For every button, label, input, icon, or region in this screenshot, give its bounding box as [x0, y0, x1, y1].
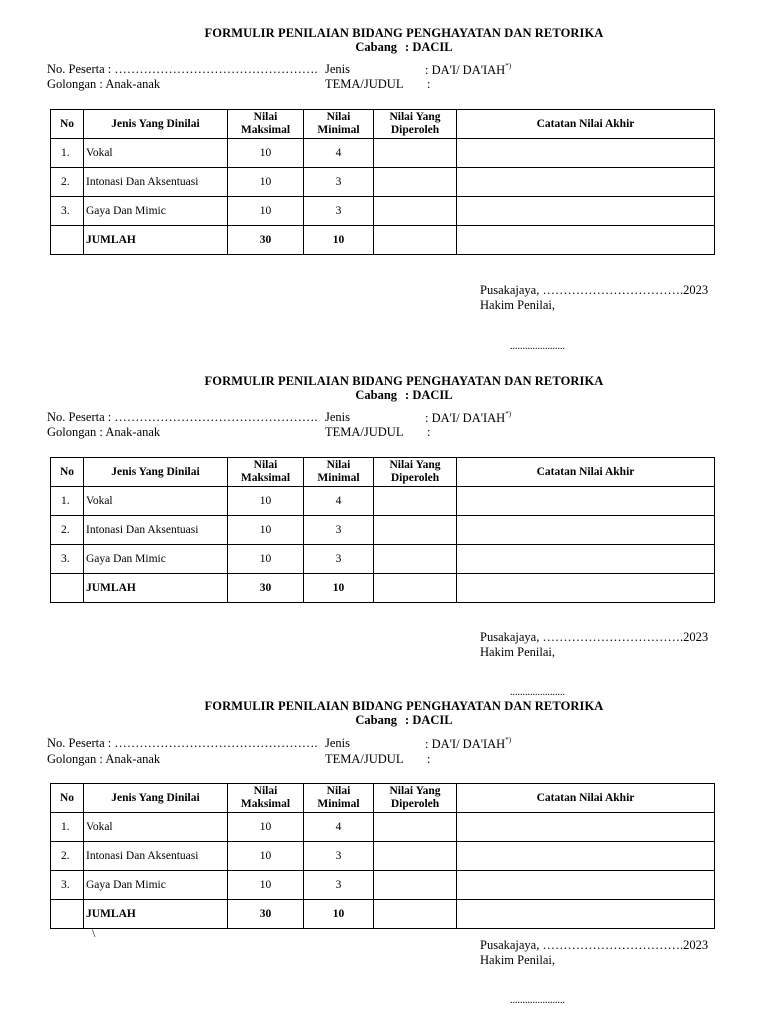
header-max-line1: Nilai: [253, 785, 278, 797]
header-no: No: [51, 110, 84, 139]
signature-block: [480, 283, 708, 313]
header-max: [228, 784, 304, 813]
form-title: FORMULIR PENILAIAN BIDANG PENGHAYATAN DAN RETORIKA: [204, 699, 604, 713]
row-min: 4: [304, 487, 374, 516]
total-diperoleh-cell[interactable]: [374, 226, 457, 255]
total-label: JUMLAH: [84, 900, 228, 929]
jenis-footnote: *): [505, 736, 512, 744]
header-diperoleh: [374, 110, 457, 139]
row-jenis: Gaya Dan Mimic: [84, 197, 228, 226]
table-row: [51, 813, 715, 842]
no-peserta-field: No. Peserta : ………………………………………….: [47, 410, 318, 424]
header-min-line2: Minimal: [317, 124, 360, 136]
golongan-field: Golongan : Anak-anak: [47, 752, 161, 766]
header-min: [304, 458, 374, 487]
jenis-label: Jenis: [325, 736, 350, 750]
row-max: 10: [228, 545, 304, 574]
table-row: [51, 139, 715, 168]
row-diperoleh-cell[interactable]: [374, 168, 457, 197]
total-no-cell: [51, 900, 84, 929]
row-max: 10: [228, 813, 304, 842]
row-jenis: Intonasi Dan Aksentuasi: [84, 516, 228, 545]
row-diperoleh-cell[interactable]: [374, 842, 457, 871]
row-no: 2.: [51, 842, 84, 871]
row-diperoleh-cell[interactable]: [374, 516, 457, 545]
cabang-value: : DACIL: [405, 388, 453, 402]
hakim-label: Hakim Penilai,: [480, 298, 555, 312]
row-catatan-cell[interactable]: [457, 842, 715, 871]
row-min: 4: [304, 813, 374, 842]
cabang-value: : DACIL: [405, 40, 453, 54]
table-total-row: [51, 900, 715, 929]
header-min: [304, 110, 374, 139]
table-header-row: [51, 110, 715, 139]
jenis-value-text: : DA'I/ DA'IAH: [425, 737, 506, 751]
tema-value: :: [427, 752, 431, 766]
row-diperoleh-cell[interactable]: [374, 545, 457, 574]
row-diperoleh-cell[interactable]: [374, 487, 457, 516]
place-date: Pusakajaya, …………………………….2023: [480, 938, 709, 952]
header-catatan: Catatan Nilai Akhir: [457, 784, 715, 813]
tema-label: TEMA/JUDUL: [325, 752, 404, 766]
row-catatan-cell[interactable]: [457, 545, 715, 574]
total-no-cell: [51, 574, 84, 603]
header-jenis: Jenis Yang Dinilai: [84, 110, 228, 139]
score-table: [50, 783, 715, 929]
header-min-line1: Nilai: [326, 785, 351, 797]
total-diperoleh-cell[interactable]: [374, 574, 457, 603]
row-min: 3: [304, 545, 374, 574]
header-min: [304, 784, 374, 813]
row-no: 3.: [51, 545, 84, 574]
total-min: 10: [304, 226, 374, 255]
row-no: 1.: [51, 139, 84, 168]
no-peserta-field: No. Peserta : ………………………………………….: [47, 736, 318, 750]
tema-label: TEMA/JUDUL: [325, 425, 404, 439]
row-min: 3: [304, 842, 374, 871]
header-max-line2: Maksimal: [240, 124, 291, 136]
jenis-value-text: : DA'I/ DA'IAH: [425, 411, 506, 425]
jenis-value: [425, 62, 511, 78]
form-subtitle: [0, 388, 768, 403]
row-no: 3.: [51, 197, 84, 226]
row-max: 10: [228, 197, 304, 226]
row-catatan-cell[interactable]: [457, 871, 715, 900]
total-label: JUMLAH: [84, 574, 228, 603]
total-min: 10: [304, 574, 374, 603]
signature-block: [480, 630, 708, 660]
no-peserta-field: No. Peserta : ………………………………………….: [47, 62, 318, 76]
table-total-row: [51, 574, 715, 603]
golongan-field: Golongan : Anak-anak: [47, 77, 161, 91]
cabang-label: Cabang: [355, 40, 398, 54]
header-min-line2: Minimal: [317, 798, 360, 810]
signature-line: ......................: [510, 995, 565, 1006]
total-catatan-cell[interactable]: [457, 226, 715, 255]
tema-value: :: [427, 77, 431, 91]
row-min: 4: [304, 139, 374, 168]
cabang-value: : DACIL: [405, 713, 453, 727]
header-max-line1: Nilai: [253, 459, 278, 471]
header-dip-line2: Diperoleh: [390, 472, 440, 484]
signature-line: ......................: [510, 687, 565, 698]
jenis-value-text: : DA'I/ DA'IAH: [425, 63, 506, 77]
table-row: [51, 842, 715, 871]
header-dip-line2: Diperoleh: [390, 798, 440, 810]
row-jenis: Intonasi Dan Aksentuasi: [84, 842, 228, 871]
place-date: Pusakajaya, …………………………….2023: [480, 283, 709, 297]
row-catatan-cell[interactable]: [457, 168, 715, 197]
header-no: No: [51, 458, 84, 487]
row-diperoleh-cell[interactable]: [374, 197, 457, 226]
signature-block: [480, 938, 708, 968]
form-subtitle: [0, 40, 768, 55]
row-min: 3: [304, 516, 374, 545]
score-table: [50, 109, 715, 255]
row-catatan-cell[interactable]: [457, 516, 715, 545]
table-row: [51, 516, 715, 545]
total-catatan-cell[interactable]: [457, 900, 715, 929]
row-catatan-cell[interactable]: [457, 813, 715, 842]
golongan-field: Golongan : Anak-anak: [47, 425, 161, 439]
header-no: No: [51, 784, 84, 813]
row-no: 2.: [51, 168, 84, 197]
jenis-footnote: *): [505, 410, 512, 418]
row-max: 10: [228, 871, 304, 900]
hakim-label: Hakim Penilai,: [480, 953, 555, 967]
form-title: FORMULIR PENILAIAN BIDANG PENGHAYATAN DAN RETORIKA: [204, 26, 604, 40]
row-jenis: Vokal: [84, 813, 228, 842]
row-no: 3.: [51, 871, 84, 900]
row-diperoleh-cell[interactable]: [374, 813, 457, 842]
header-dip-line1: Nilai Yang: [389, 785, 441, 797]
row-no: 2.: [51, 516, 84, 545]
row-jenis: Vokal: [84, 139, 228, 168]
row-jenis: Vokal: [84, 487, 228, 516]
form-title: FORMULIR PENILAIAN BIDANG PENGHAYATAN DAN RETORIKA: [204, 374, 604, 388]
header-diperoleh: [374, 784, 457, 813]
row-min: 3: [304, 168, 374, 197]
place-date: Pusakajaya, …………………………….2023: [480, 630, 709, 644]
row-jenis: Gaya Dan Mimic: [84, 871, 228, 900]
score-table: [50, 457, 715, 603]
header-max-line2: Maksimal: [240, 798, 291, 810]
header-catatan: Catatan Nilai Akhir: [457, 110, 715, 139]
table-row: [51, 197, 715, 226]
header-max-line1: Nilai: [253, 111, 278, 123]
total-diperoleh-cell[interactable]: [374, 900, 457, 929]
row-diperoleh-cell[interactable]: [374, 871, 457, 900]
row-max: 10: [228, 168, 304, 197]
total-label: JUMLAH: [84, 226, 228, 255]
row-jenis: Gaya Dan Mimic: [84, 545, 228, 574]
table-row: [51, 487, 715, 516]
row-max: 10: [228, 487, 304, 516]
row-min: 3: [304, 197, 374, 226]
row-catatan-cell[interactable]: [457, 487, 715, 516]
row-catatan-cell[interactable]: [457, 197, 715, 226]
signature-line: ......................: [510, 341, 565, 352]
row-no: 1.: [51, 487, 84, 516]
header-min-line1: Nilai: [326, 111, 351, 123]
stray-backslash: \: [92, 926, 96, 940]
table-header-row: [51, 458, 715, 487]
header-min-line1: Nilai: [326, 459, 351, 471]
table-row: [51, 545, 715, 574]
row-max: 10: [228, 842, 304, 871]
row-max: 10: [228, 516, 304, 545]
jenis-footnote: *): [505, 62, 512, 70]
header-max: [228, 458, 304, 487]
form-subtitle: [0, 713, 768, 728]
row-min: 3: [304, 871, 374, 900]
total-no-cell: [51, 226, 84, 255]
header-jenis: Jenis Yang Dinilai: [84, 458, 228, 487]
header-max-line2: Maksimal: [240, 472, 291, 484]
row-max: 10: [228, 139, 304, 168]
cabang-label: Cabang: [355, 713, 398, 727]
header-min-line2: Minimal: [317, 472, 360, 484]
header-dip-line2: Diperoleh: [390, 124, 440, 136]
header-max: [228, 110, 304, 139]
total-catatan-cell[interactable]: [457, 574, 715, 603]
header-dip-line1: Nilai Yang: [389, 459, 441, 471]
row-no: 1.: [51, 813, 84, 842]
jenis-label: Jenis: [325, 410, 350, 424]
header-catatan: Catatan Nilai Akhir: [457, 458, 715, 487]
total-max: 30: [228, 900, 304, 929]
hakim-label: Hakim Penilai,: [480, 645, 555, 659]
header-diperoleh: [374, 458, 457, 487]
jenis-value: [425, 736, 511, 752]
table-total-row: [51, 226, 715, 255]
header-jenis: Jenis Yang Dinilai: [84, 784, 228, 813]
table-header-row: [51, 784, 715, 813]
row-diperoleh-cell[interactable]: [374, 139, 457, 168]
jenis-label: Jenis: [325, 62, 350, 76]
tema-value: :: [427, 425, 431, 439]
total-max: 30: [228, 226, 304, 255]
header-dip-line1: Nilai Yang: [389, 111, 441, 123]
table-row: [51, 871, 715, 900]
cabang-label: Cabang: [355, 388, 398, 402]
tema-label: TEMA/JUDUL: [325, 77, 404, 91]
row-jenis: Intonasi Dan Aksentuasi: [84, 168, 228, 197]
row-catatan-cell[interactable]: [457, 139, 715, 168]
total-min: 10: [304, 900, 374, 929]
total-max: 30: [228, 574, 304, 603]
table-row: [51, 168, 715, 197]
jenis-value: [425, 410, 511, 426]
